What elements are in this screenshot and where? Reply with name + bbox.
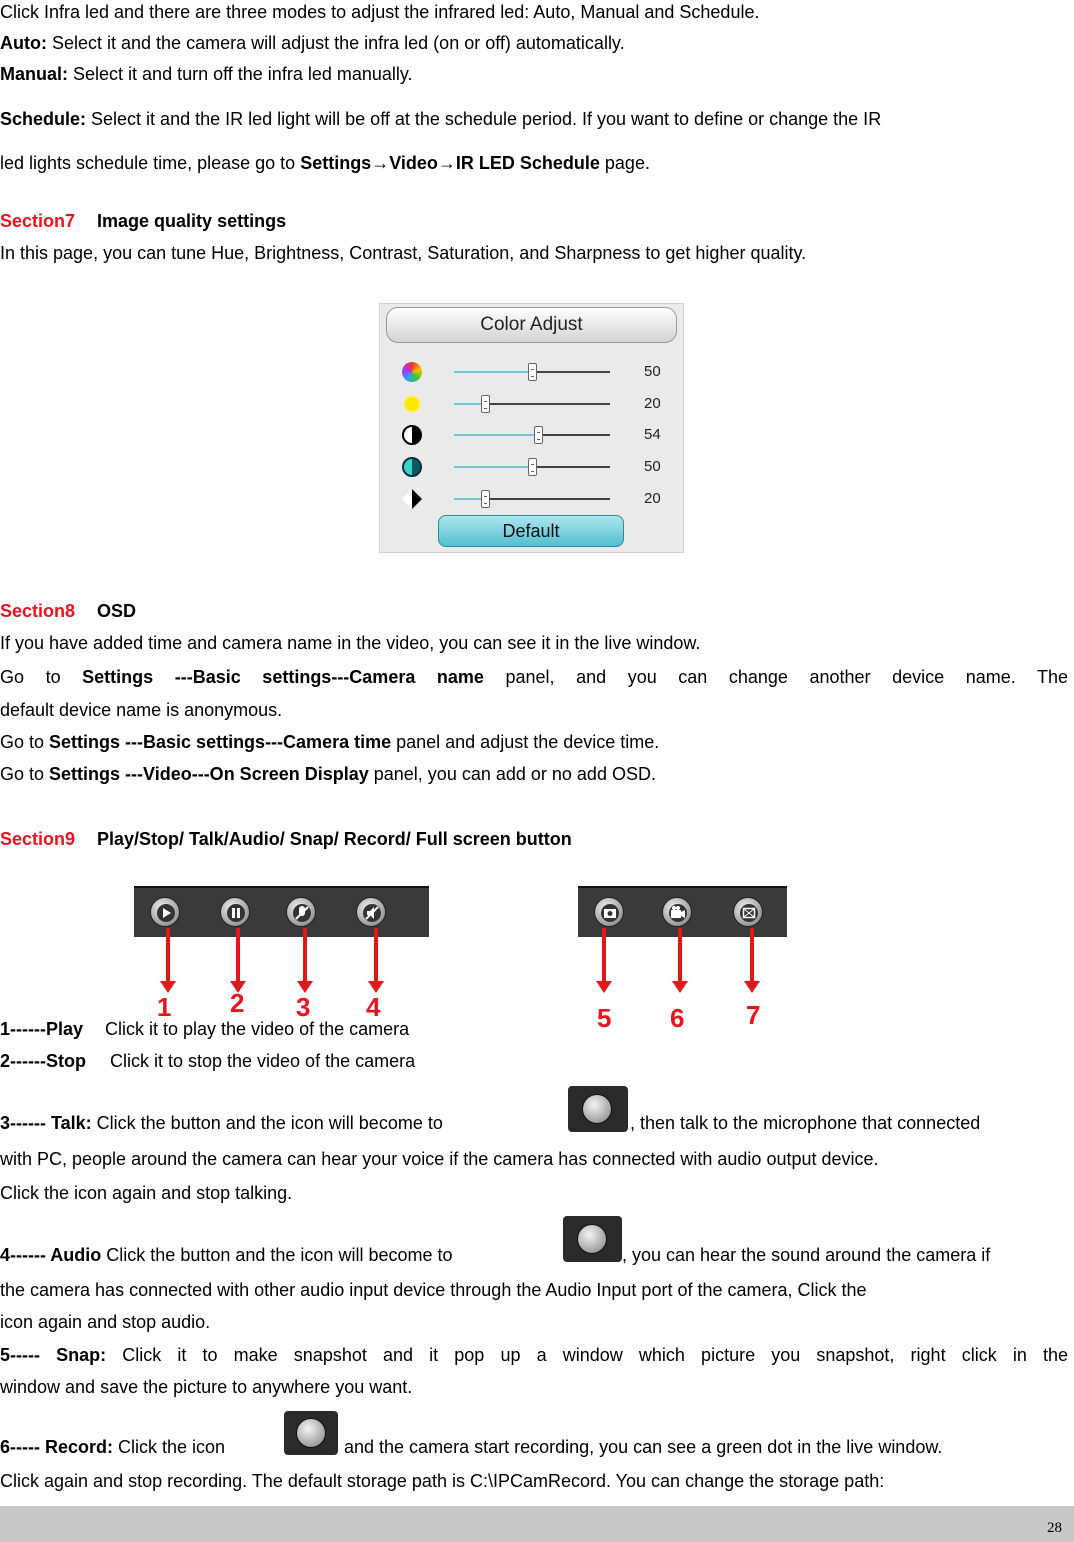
section8-line4-pre: Go to — [0, 732, 50, 752]
record-inline-icon — [284, 1411, 338, 1455]
snap-item-line2: window and save the picture to anywhere you want. — [0, 1377, 413, 1397]
section9-number: Section9 — [0, 829, 76, 849]
play-button[interactable] — [150, 897, 180, 927]
audio-item-text1: Click the button and the icon will become to — [101, 1245, 453, 1265]
manual-text: Select it and turn off the infra led manually. — [68, 64, 413, 84]
section8-line4 — [0, 731, 659, 753]
fullscreen-icon — [734, 898, 764, 928]
page-number: 28 — [1047, 1520, 1062, 1536]
callout-arrow-7 — [750, 928, 754, 983]
saturation-row — [380, 455, 685, 479]
talk-button[interactable] — [286, 897, 316, 927]
talk-item-text2: , then talk to the microphone that connected — [630, 1113, 981, 1133]
record-item-text1: Click the icon — [113, 1437, 226, 1457]
auto-text: Select it and the camera will adjust the infra led (on or off) automatically. — [46, 33, 625, 53]
camera-snapshot-icon — [595, 898, 625, 928]
callout-4: 4 — [366, 992, 381, 1022]
section8-heading — [0, 600, 136, 622]
video-record-icon — [663, 898, 693, 928]
schedule-description — [0, 108, 881, 130]
section8-line2-post: panel, and you can change another device name. The — [483, 667, 1068, 687]
audio-item-label: 4------ Audio — [0, 1245, 102, 1265]
callout-3: 3 — [296, 992, 311, 1022]
talk-active-icon — [568, 1086, 628, 1132]
contrast-row — [380, 423, 685, 447]
stop-item-text: Click it to stop the video of the camera — [109, 1051, 416, 1071]
page-footer — [0, 1506, 1074, 1542]
callout-1: 1 — [157, 992, 172, 1022]
color-adjust-panel — [379, 303, 684, 553]
section8-line3: default device name is anonymous. — [0, 700, 283, 720]
section8-line2-bold: Settings ---Basic settings---Camera name — [82, 667, 484, 687]
snap-item-line1 — [0, 1344, 1068, 1366]
saturation-icon — [402, 457, 422, 477]
schedule-line2-pre: led lights schedule time, please go to — [0, 153, 301, 173]
contrast-value: 54 — [644, 426, 661, 443]
saturation-slider-fill — [454, 466, 532, 468]
talk-item-line1 — [0, 1112, 443, 1134]
callout-arrow-6 — [678, 928, 682, 983]
callout-arrow-4 — [374, 928, 378, 983]
section8-line5 — [0, 763, 656, 785]
auto-description — [0, 32, 625, 54]
pause-icon — [221, 898, 251, 928]
record-item-text2: and the camera start recording, you can see a green dot in the live window. — [344, 1437, 943, 1457]
brightness-value: 20 — [644, 395, 661, 412]
brightness-icon — [402, 394, 422, 414]
section8-title: OSD — [97, 601, 137, 621]
brightness-row — [380, 392, 685, 416]
play-item-label: 1------Play — [0, 1019, 84, 1039]
sharpness-value: 20 — [644, 490, 661, 507]
hue-slider[interactable] — [454, 371, 610, 373]
play-item-text: Click it to play the video of the camera — [105, 1019, 410, 1039]
callout-arrow-2 — [236, 928, 240, 983]
brightness-slider-thumb[interactable] — [481, 395, 490, 413]
audio-item-text2: , you can hear the sound around the camera if — [622, 1245, 991, 1265]
manual-label: Manual: — [0, 64, 69, 84]
schedule-label: Schedule: — [0, 109, 87, 129]
section8-line5-post: panel, you can add or no add OSD. — [368, 764, 656, 784]
microphone-muted-icon — [287, 898, 317, 928]
toolbar-left — [134, 886, 429, 937]
record-button[interactable] — [662, 897, 692, 927]
sharpness-icon — [402, 489, 422, 509]
talk-item-line3: Click the icon again and stop talking. — [0, 1183, 293, 1203]
section8-line2 — [0, 666, 1068, 688]
callout-arrow-5 — [602, 928, 606, 983]
intro-line: Click Infra led and there are three modes to adjust the infrared led: Auto, Manual and Schedule. — [0, 2, 760, 22]
stop-item — [0, 1050, 415, 1072]
schedule-description-2 — [0, 152, 650, 174]
snap-item-label: 5----- Snap: — [0, 1345, 107, 1365]
toolbar-right — [578, 886, 787, 937]
section8-number: Section8 — [0, 601, 76, 621]
stop-button[interactable] — [220, 897, 250, 927]
audio-active-icon — [563, 1216, 622, 1262]
audio-button[interactable] — [356, 897, 386, 927]
contrast-slider[interactable] — [454, 434, 610, 436]
play-item — [0, 1018, 409, 1040]
stop-item-label: 2------Stop — [0, 1051, 86, 1071]
snap-button[interactable] — [594, 897, 624, 927]
contrast-icon — [402, 425, 422, 445]
section7-text: In this page, you can tune Hue, Brightness, Contrast, Saturation, and Sharpness to get higher quality. — [0, 243, 807, 263]
schedule-path: Settings→Video→IR LED Schedule — [300, 153, 600, 173]
callout-arrow-3 — [303, 928, 307, 983]
section8-line1: If you have added time and camera name in the video, you can see it in the live window. — [0, 633, 701, 653]
record-item-line2: Click again and stop recording. The default storage path is C:\IPCamRecord. You can change the storage path: — [0, 1471, 885, 1491]
hue-row — [380, 360, 685, 384]
audio-item-line3: icon again and stop audio. — [0, 1312, 211, 1332]
schedule-line2-post: page. — [599, 153, 650, 173]
default-button[interactable]: Default — [438, 515, 624, 547]
section9-heading — [0, 828, 572, 850]
hue-slider-fill — [454, 371, 532, 373]
auto-label: Auto: — [0, 33, 47, 53]
callout-6: 6 — [670, 1003, 685, 1033]
sharpness-slider-thumb[interactable] — [481, 490, 490, 508]
section7-heading — [0, 210, 286, 232]
play-icon — [151, 898, 181, 928]
talk-item-text1: Click the button and the icon will become to — [91, 1113, 443, 1133]
section8-line2-pre: Go to — [0, 667, 83, 687]
callout-2: 2 — [230, 988, 245, 1018]
talk-item-label: 3------ Talk: — [0, 1113, 92, 1133]
brightness-slider[interactable] — [454, 403, 610, 405]
color-adjust-title: Color Adjust — [386, 307, 677, 343]
callout-7: 7 — [746, 1000, 761, 1030]
saturation-slider-thumb[interactable] — [528, 458, 537, 476]
talk-item-line2: with PC, people around the camera can hear your voice if the camera has connected with audio output device. — [0, 1149, 879, 1169]
saturation-value: 50 — [644, 458, 661, 475]
hue-slider-thumb[interactable] — [528, 363, 537, 381]
speaker-muted-icon — [357, 898, 387, 928]
callout-arrow-1 — [166, 928, 170, 983]
record-item-label: 6----- Record: — [0, 1437, 113, 1457]
sharpness-row — [380, 487, 685, 511]
section8-line5-bold: Settings ---Video---On Screen Display — [49, 764, 369, 784]
section7-number: Section7 — [0, 211, 76, 231]
section8-line4-post: panel and adjust the device time. — [391, 732, 660, 752]
contrast-slider-thumb[interactable] — [534, 426, 543, 444]
audio-item-line1 — [0, 1244, 453, 1266]
snap-item-text: Click it to make snapshot and it pop up a window which picture you snapshot, right click in the — [106, 1345, 1068, 1365]
record-item-line1 — [0, 1436, 225, 1458]
callout-5: 5 — [597, 1003, 612, 1033]
audio-item-line2: the camera has connected with other audio input device through the Audio Input port of the camera, Click the — [0, 1280, 867, 1300]
saturation-slider[interactable] — [454, 466, 610, 468]
contrast-slider-fill — [454, 434, 538, 436]
hue-value: 50 — [644, 363, 661, 380]
section8-line5-pre: Go to — [0, 764, 50, 784]
section7-title: Image quality settings — [97, 211, 287, 231]
manual-description — [0, 63, 413, 85]
sharpness-slider[interactable] — [454, 498, 610, 500]
schedule-text: Select it and the IR led light will be off at the schedule period. If you want to define or change the IR — [86, 109, 882, 129]
section9-title: Play/Stop/ Talk/Audio/ Snap/ Record/ Full screen button — [97, 829, 572, 849]
fullscreen-button[interactable] — [733, 897, 763, 927]
section8-line4-bold: Settings ---Basic settings---Camera time — [49, 732, 392, 752]
hue-icon — [402, 362, 422, 382]
